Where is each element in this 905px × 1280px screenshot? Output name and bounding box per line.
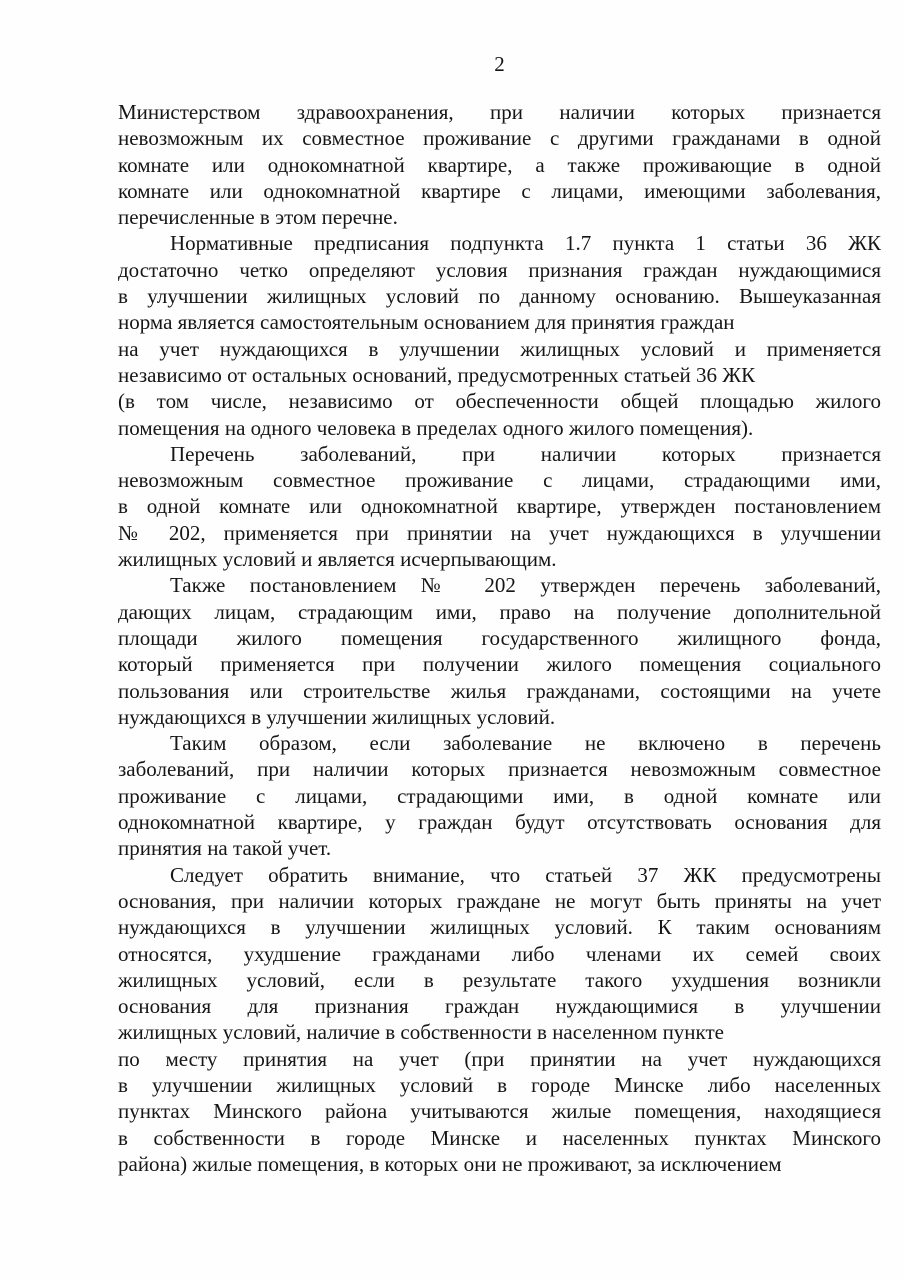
text-line: по месту принятия на учет (при принятии на учет нуждающихся xyxy=(118,1046,881,1071)
text-line: невозможным совместное проживание с лицами, страдающими ими, xyxy=(118,468,881,493)
text-line: основания, при наличии которых граждане не могут быть приняты на учет xyxy=(118,888,881,913)
text-line: района) жилые помещения, в которых они не проживают, за исключением xyxy=(118,1151,782,1176)
text-line: на учет нуждающихся в улучшении жилищных условий и применяется xyxy=(118,336,881,361)
document-body xyxy=(118,99,881,1177)
text-line: пользования или строительстве жилья гражданами, состоящими на учете xyxy=(118,678,881,703)
text-line: нуждающихся в улучшении жилищных условий. К таким основаниям xyxy=(118,915,881,940)
paragraph xyxy=(118,441,881,572)
text-line: нуждающихся в улучшении жилищных условий. xyxy=(118,704,556,729)
text-line: в улучшении жилищных условий по данному основанию. Вышеуказанная xyxy=(118,284,881,309)
text-line: Также постановлением № 202 утвержден перечень заболеваний, xyxy=(170,573,881,598)
paragraph xyxy=(118,730,881,861)
text-line: который применяется при получении жилого помещения социального xyxy=(118,652,881,677)
text-line: жилищных условий, если в результате такого ухудшения возникли xyxy=(118,967,881,992)
text-line: проживание с лицами, страдающими ими, в одной комнате или xyxy=(118,783,881,808)
text-line: пунктах Минского района учитываются жилые помещения, находящиеся xyxy=(118,1099,881,1124)
paragraph xyxy=(118,230,881,440)
text-line: достаточно четко определяют условия признания граждан нуждающимися xyxy=(118,257,881,282)
text-line: № 202, применяется при принятии на учет нуждающихся в улучшении xyxy=(118,520,881,545)
text-line: заболеваний, при наличии которых признается невозможным совместное xyxy=(118,757,881,782)
text-line: помещения на одного человека в пределах одного жилого помещения). xyxy=(118,415,754,440)
text-line: принятия на такой учет. xyxy=(118,836,332,861)
text-line: в собственности в городе Минске и населенных пунктах Минского xyxy=(118,1125,881,1150)
page-number: 2 xyxy=(494,52,505,76)
text-line: относятся, ухудшение гражданами либо членами их семей своих xyxy=(118,941,881,966)
text-line: комнате или однокомнатной квартире с лицами, имеющими заболевания, xyxy=(118,178,881,203)
text-line: Министерством здравоохранения, при наличии которых признается xyxy=(118,100,881,124)
text-line: основания для признания граждан нуждающимися в улучшении xyxy=(118,994,881,1019)
text-line: площади жилого помещения государственного жилищного фонда, xyxy=(118,625,881,650)
text-line: в улучшении жилищных условий в городе Минске либо населенных xyxy=(118,1072,881,1097)
paragraph xyxy=(118,572,881,730)
text-line: жилищных условий и является исчерпывающим. xyxy=(118,547,557,572)
text-line: однокомнатной квартире, у граждан будут отсутствовать основания для xyxy=(118,810,881,835)
paragraph xyxy=(118,862,881,1178)
text-line: комнате или однокомнатной квартире, а также проживающие в одной xyxy=(118,152,881,177)
text-line: Перечень заболеваний, при наличии которых признается xyxy=(170,441,881,466)
text-line: независимо от остальных оснований, предусмотренных статьей 36 ЖК xyxy=(118,362,756,387)
text-line: перечисленные в этом перечне. xyxy=(118,205,398,230)
text-line: жилищных условий, наличие в собственности в населенном пункте xyxy=(118,1020,724,1045)
text-line: (в том числе, независимо от обеспеченности общей площадью жилого xyxy=(118,389,881,414)
text-line: Следует обратить внимание, что статьей 37 ЖК предусмотрены xyxy=(170,862,881,887)
text-line: Нормативные предписания подпункта 1.7 пункта 1 статьи 36 ЖК xyxy=(170,231,881,256)
paragraph xyxy=(118,99,881,230)
text-line: в одной комнате или однокомнатной квартире, утвержден постановлением xyxy=(118,494,881,519)
text-line: дающих лицам, страдающим ими, право на получение дополнительной xyxy=(118,599,881,624)
text-line: Таким образом, если заболевание не включено в перечень xyxy=(170,731,881,756)
text-line: норма является самостоятельным основанием для принятия граждан xyxy=(118,310,735,335)
text-line: невозможным их совместное проживание с другими гражданами в одной xyxy=(118,126,881,151)
